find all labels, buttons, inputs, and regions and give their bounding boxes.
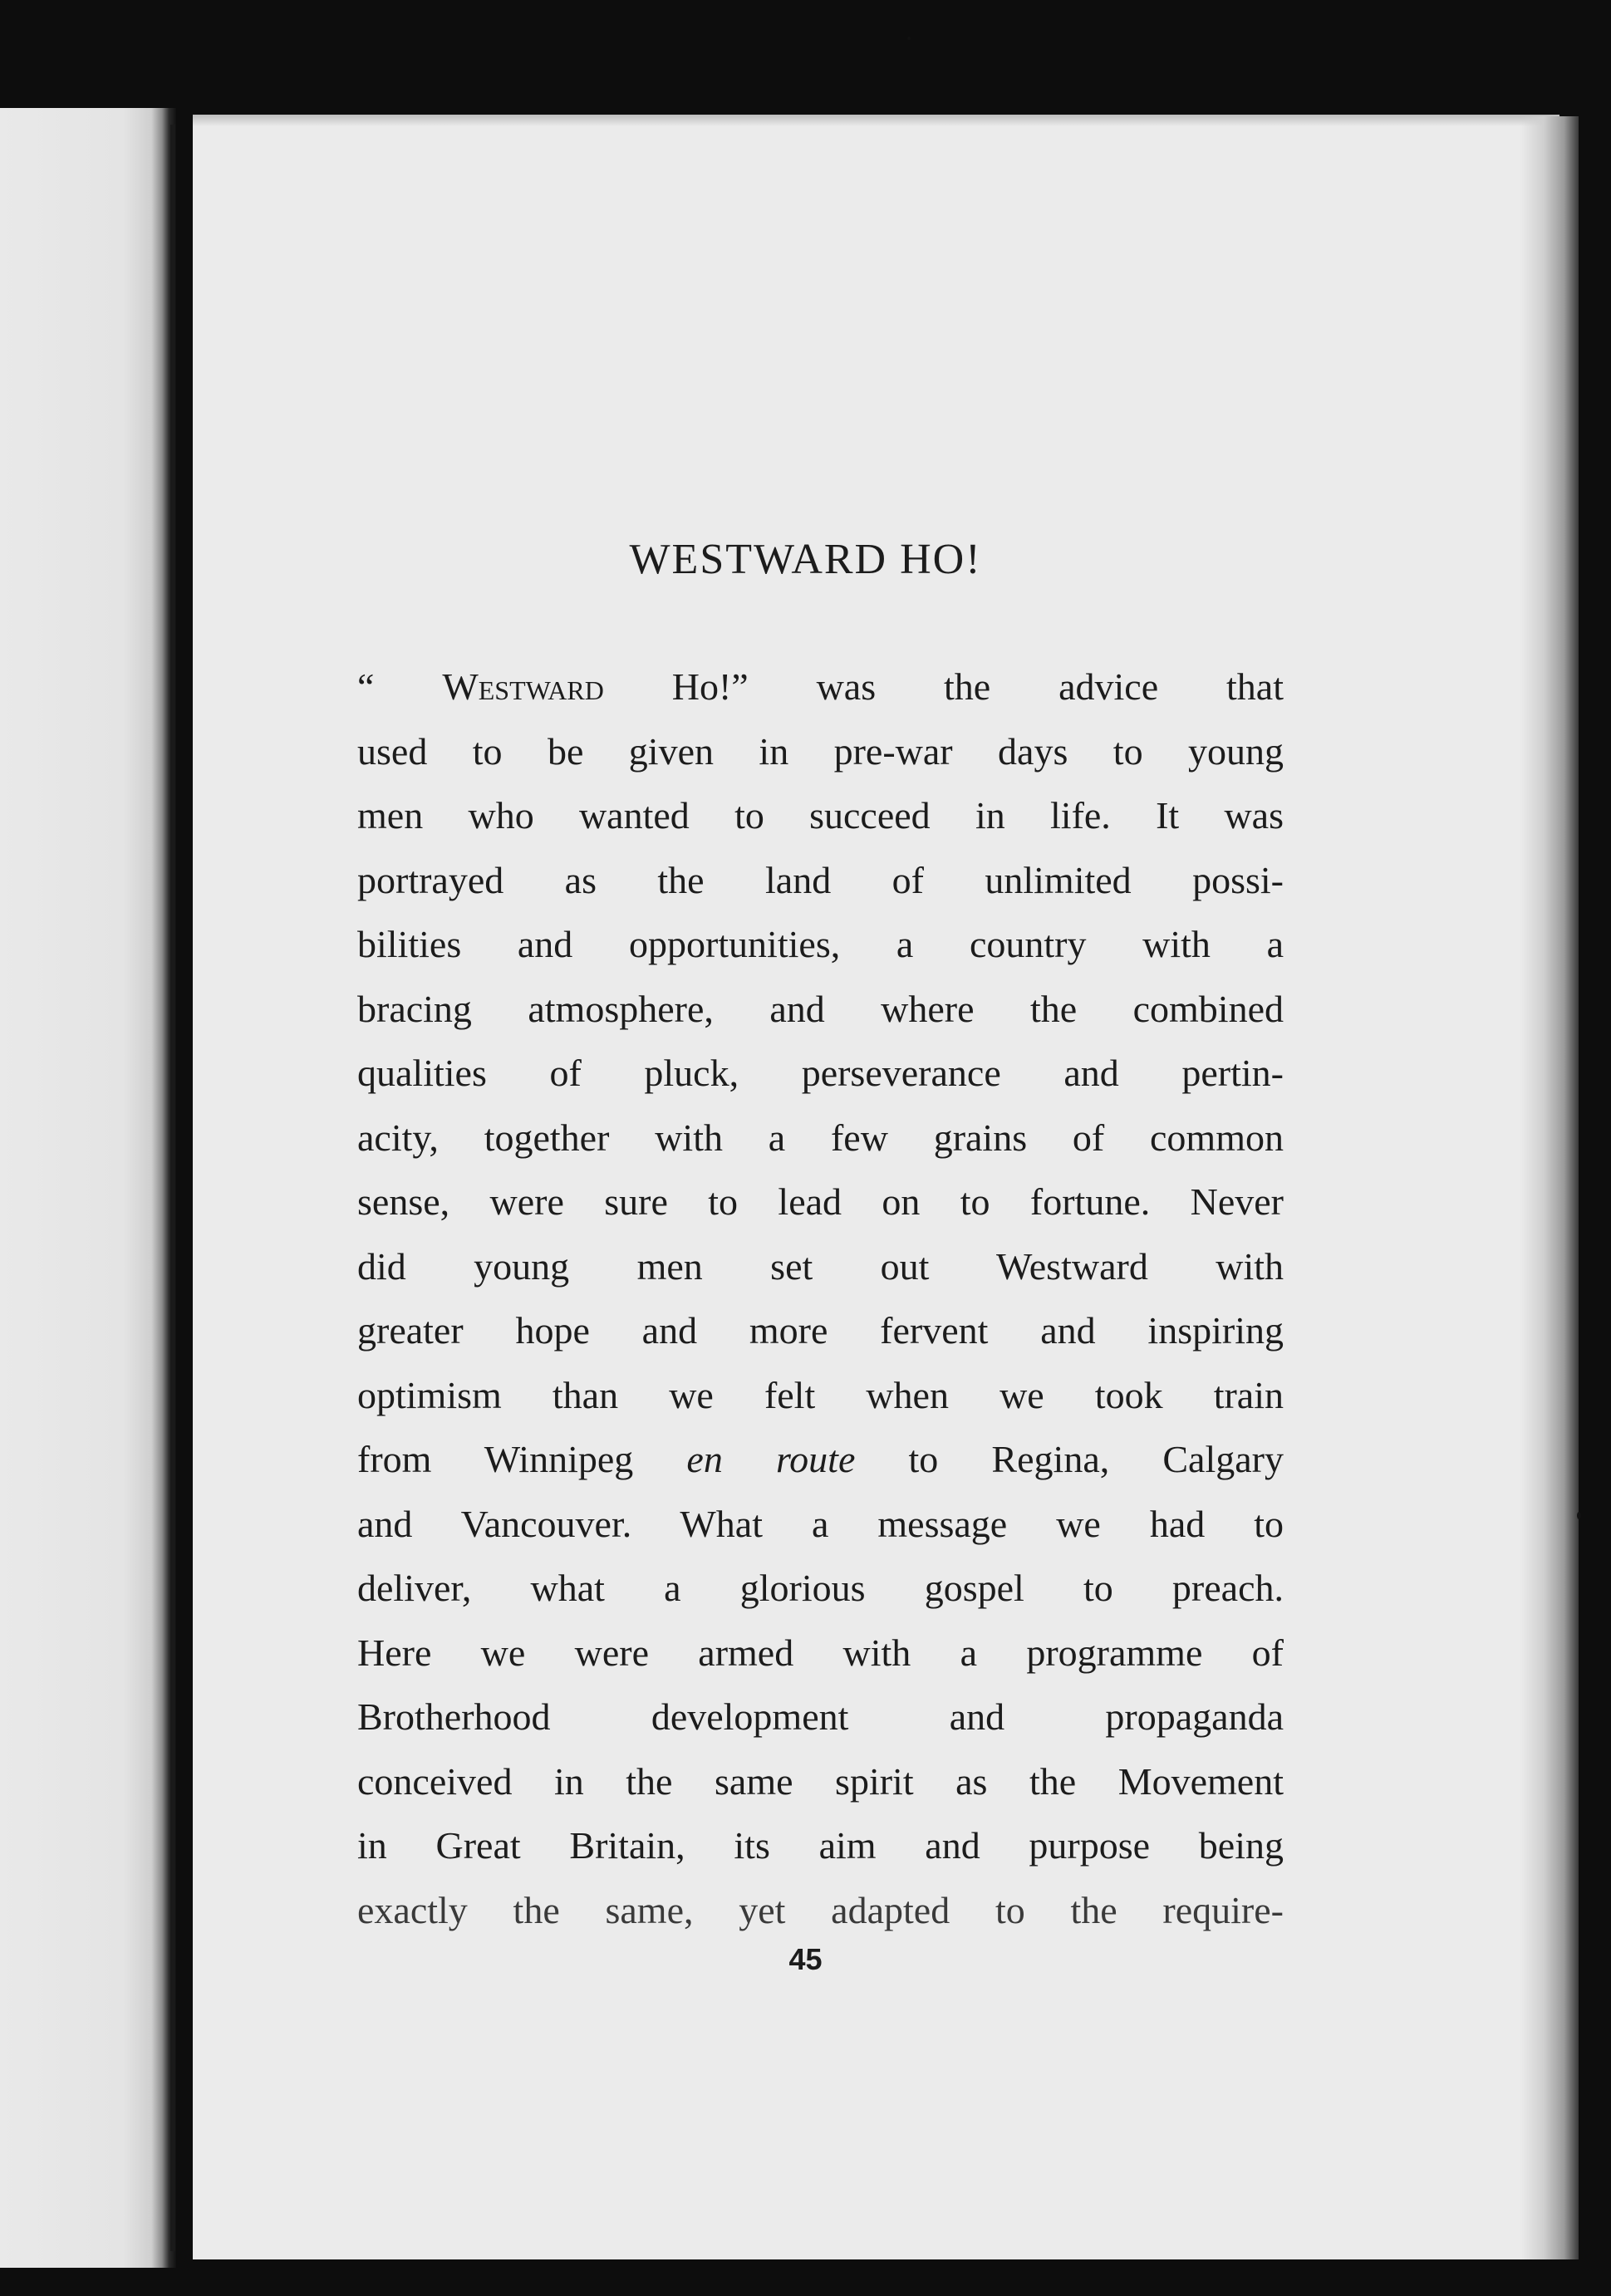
text-line — [357, 1813, 1284, 1878]
text-segment: greater hope and more fervent and inspiring — [357, 1309, 1284, 1352]
text-line — [357, 1363, 1284, 1428]
text-segment: portrayed as the land of unlimited possi- — [357, 858, 1284, 901]
body-paragraph — [357, 655, 1284, 1942]
italic-text-segment: en route — [686, 1438, 856, 1480]
text-line — [357, 1234, 1284, 1299]
text-line — [357, 1878, 1284, 1943]
text-segment: deliver, what a glorious gospel to preach. — [357, 1567, 1284, 1609]
text-line — [357, 783, 1284, 848]
text-line — [357, 1685, 1284, 1749]
text-segment: to Regina, Calgary — [855, 1438, 1284, 1480]
page-top-shadow — [193, 115, 1559, 126]
text-line — [357, 1492, 1284, 1557]
text-segment: Ho!” was the advice that — [603, 665, 1284, 708]
text-segment: bilities and opportunities, a country with a — [357, 923, 1284, 965]
text-segment: conceived in the same spirit as the Movement — [357, 1759, 1284, 1803]
text-segment: Brotherhood development and propaganda — [357, 1695, 1284, 1738]
text-line — [357, 655, 1284, 719]
scan-speck — [1577, 1512, 1581, 1519]
text-segment: exactly the same, yet adapted to the require- — [357, 1888, 1284, 1931]
chapter-title: WESTWARD HO! — [629, 536, 982, 583]
text-segment: sense, were sure to lead on to fortune. Never — [357, 1180, 1284, 1223]
text-line — [357, 719, 1284, 784]
smallcaps-text-segment: Westward — [442, 665, 604, 708]
text-segment: from Winnipeg — [357, 1438, 687, 1480]
text-line — [357, 1556, 1284, 1621]
text-segment: “ — [357, 665, 443, 708]
text-segment: qualities of pluck, perseverance and pertin- — [357, 1052, 1284, 1094]
text-segment: bracing atmosphere, and where the combined — [357, 987, 1284, 1030]
text-segment: optimism than we felt when we took train — [357, 1373, 1284, 1416]
text-line — [357, 1041, 1284, 1106]
text-line — [357, 912, 1284, 977]
text-line — [357, 1621, 1284, 1685]
page-number: 45 — [788, 1942, 823, 1976]
text-line — [357, 977, 1284, 1042]
text-segment: Here we were armed with a programme of — [357, 1631, 1284, 1674]
text-segment: did young men set out Westward with — [357, 1244, 1284, 1288]
text-line — [357, 1427, 1284, 1492]
page-gutter-shadow — [170, 125, 175, 2251]
text-segment: acity, together with a few grains of common — [357, 1116, 1284, 1159]
text-line — [357, 848, 1284, 913]
text-segment: and Vancouver. What a message we had to — [357, 1502, 1284, 1545]
text-line — [357, 1749, 1284, 1814]
text-line — [357, 1298, 1284, 1363]
text-line — [357, 1106, 1284, 1170]
text-segment: men who wanted to succeed in life. It was — [357, 794, 1284, 836]
text-segment: in Great Britain, its aim and purpose being — [357, 1824, 1284, 1867]
scan-speck — [907, 37, 911, 40]
text-segment: used to be given in pre-war days to young — [357, 729, 1284, 773]
page-right-edge-shadow — [1520, 116, 1579, 2259]
text-line — [357, 1170, 1284, 1234]
